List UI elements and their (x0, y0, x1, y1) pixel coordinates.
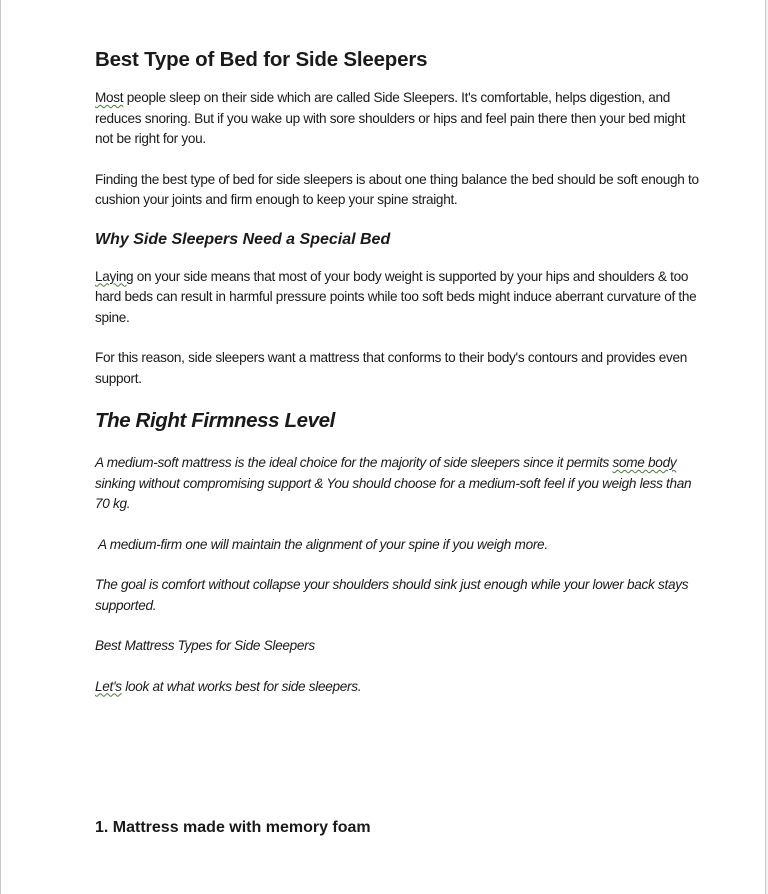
section-heading-firmness: The Right Firmness Level (95, 409, 335, 432)
section2-paragraph-3: The goal is comfort without collapse your shoulders should sink just enough while your lower back stays supported. (95, 577, 689, 613)
section2-paragraph-1-start: A medium-soft mattress is the ideal choice for the majority of side sleepers since it permits (95, 455, 613, 470)
document-title: Best Type of Bed for Side Sleepers (95, 48, 428, 71)
intro-paragraph-1-text: people sleep on their side which are called Side Sleepers. It's comfortable, helps digestion, and reduces snoring. But if you wake up with sore shoulders or hips and feel pain there then your bed might not be right for you. (95, 90, 686, 146)
intro-paragraph-2: Finding the best type of bed for side sleepers is about one thing balance the bed should be soft enough to cushion your joints and firm enough to keep your spine straight. (95, 171, 699, 207)
spellcheck-flagged-word: Let's (95, 678, 122, 694)
spellcheck-flagged-word: Laying (95, 268, 134, 284)
section1-paragraph-1-text: on your side means that most of your body weight is supported by your hips and shoulders & too hard beds can result in harmful pressure points while too soft beds might induce aberrant curvature of the spine. (95, 268, 697, 325)
section1-paragraph-2: For this reason, side sleepers want a mattress that conforms to their body's contours and provides even support. (95, 350, 688, 386)
section-heading-why: Why Side Sleepers Need a Special Bed (95, 230, 391, 248)
intro-paragraph-1 (95, 88, 705, 150)
blank-space (95, 717, 705, 819)
section1-paragraph-1 (95, 267, 705, 329)
document-body[interactable] (95, 48, 705, 837)
section2-paragraph-4: Best Mattress Types for Side Sleepers (95, 638, 315, 653)
section2-paragraph-5 (95, 677, 705, 698)
section2-paragraph-5-text: look at what works best for side sleepers. (121, 678, 362, 694)
subsection-heading-memory-foam: 1. Mattress made with memory foam (95, 819, 371, 836)
section2-paragraph-1 (95, 453, 705, 515)
spellcheck-flagged-phrase: some body (612, 455, 677, 470)
section2-paragraph-2: A medium-firm one will maintain the alignment of your spine if you weigh more. (95, 536, 548, 552)
section2-paragraph-1-end: sinking without compromising support & You should choose for a medium-soft feel if you weigh less than 70 kg. (95, 475, 692, 511)
spellcheck-flagged-word: Most (95, 90, 124, 105)
